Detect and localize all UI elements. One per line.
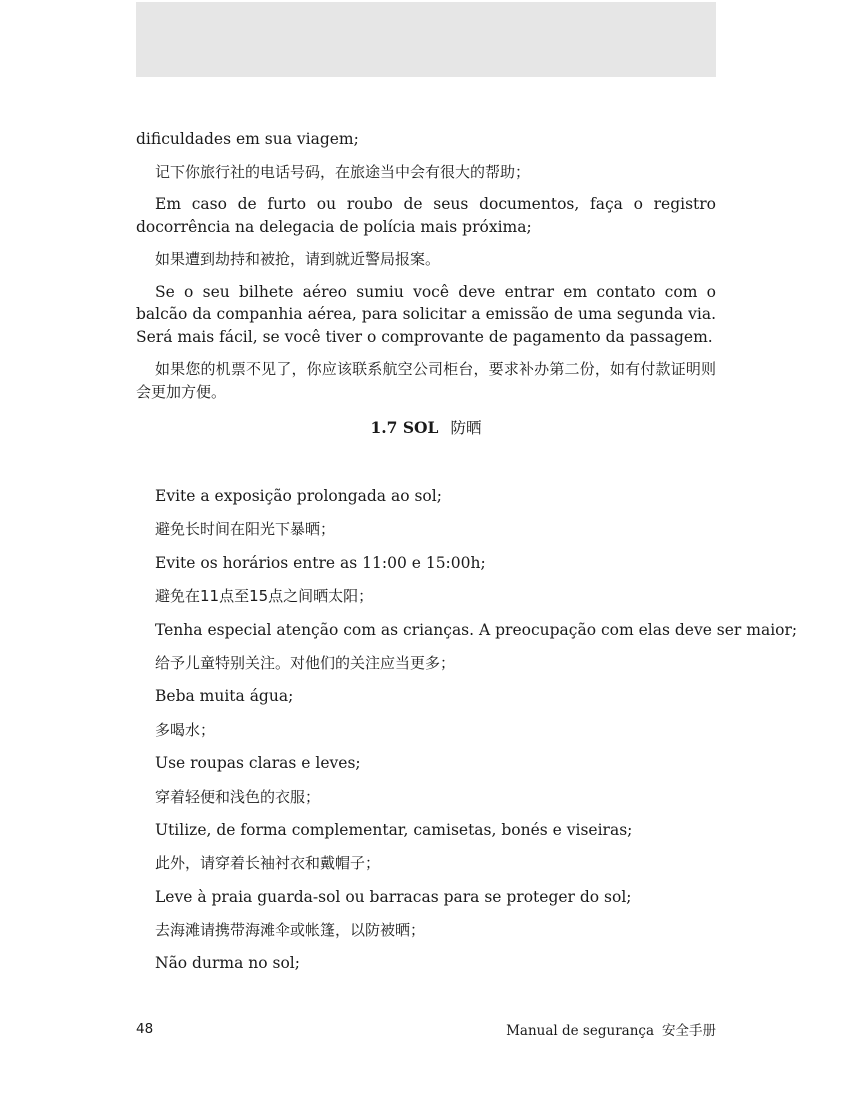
list-item: 穿着轻便和浅色的衣服； — [155, 787, 321, 806]
list-item: Tenha especial atenção com as crianças. A preocupação com elas deve ser maior; — [155, 620, 798, 639]
list-item: Beba muita água; — [155, 687, 294, 706]
list-item: 此外，请穿着长袖衬衣和戴帽子； — [155, 854, 381, 873]
list-item: Use roupas claras e leves; — [155, 754, 361, 773]
list-item: Não durma no sol; — [155, 954, 300, 973]
section-title-pt: 1.7 SOL — [370, 418, 439, 437]
list-item: 避免在11点至15点之间晒太阳； — [155, 587, 374, 606]
section-heading — [136, 413, 716, 443]
list-item: Leve à praia guarda-sol ou barracas para se proteger do sol; — [155, 887, 632, 906]
running-footer — [506, 1019, 716, 1039]
sun-tips-list — [136, 485, 798, 974]
list-item: 避免长时间在阳光下暴晒； — [155, 520, 336, 539]
paragraph: 如果遭到劫持和被抢，请到就近警局报案。 — [155, 250, 441, 268]
paragraph: Em caso de furto ou roubo de seus documentos, faça o registro docorrência na delegacia de polícia mais próxima; — [136, 195, 716, 236]
list-item: Evite a exposição prolongada ao sol; — [155, 487, 442, 505]
list-item: Utilize, de forma complementar, camisetas, bonés e viseiras; — [155, 820, 633, 839]
list-item: 多喝水； — [155, 720, 216, 739]
paragraph: Se o seu bilhete aéreo sumiu você deve entrar em contato com o balcão da companhia aérea, para solicitar a emissão de uma segunda via. Será mais fácil, se você tiver o comprovante de pagamento da passagem. — [136, 282, 716, 346]
header-band — [136, 2, 716, 77]
paragraph: 记下你旅行社的电话号码，在旅途当中会有很大的帮助； — [155, 162, 531, 181]
list-item: 去海滩请携带海滩伞或帐篷，以防被晒； — [155, 921, 426, 940]
list-item: Evite os horários entre as 11:00 e 15:00h; — [155, 553, 486, 572]
page-content — [136, 128, 798, 986]
section-title-zh: 防晒 — [450, 419, 482, 437]
paragraph: 如果您的机票不见了，你应该联系航空公司柜台，要求补办第二份，如有付款证明则会更加方便。 — [136, 360, 716, 401]
paragraph: dificuldades em sua viagem; — [136, 130, 359, 148]
footer-title-zh: 安全手册 — [662, 1023, 716, 1039]
list-item: 给予儿童特别关注。对他们的关注应当更多； — [155, 653, 456, 672]
footer-title-pt: Manual de segurança — [506, 1023, 654, 1039]
page-number: 48 — [136, 1021, 154, 1037]
